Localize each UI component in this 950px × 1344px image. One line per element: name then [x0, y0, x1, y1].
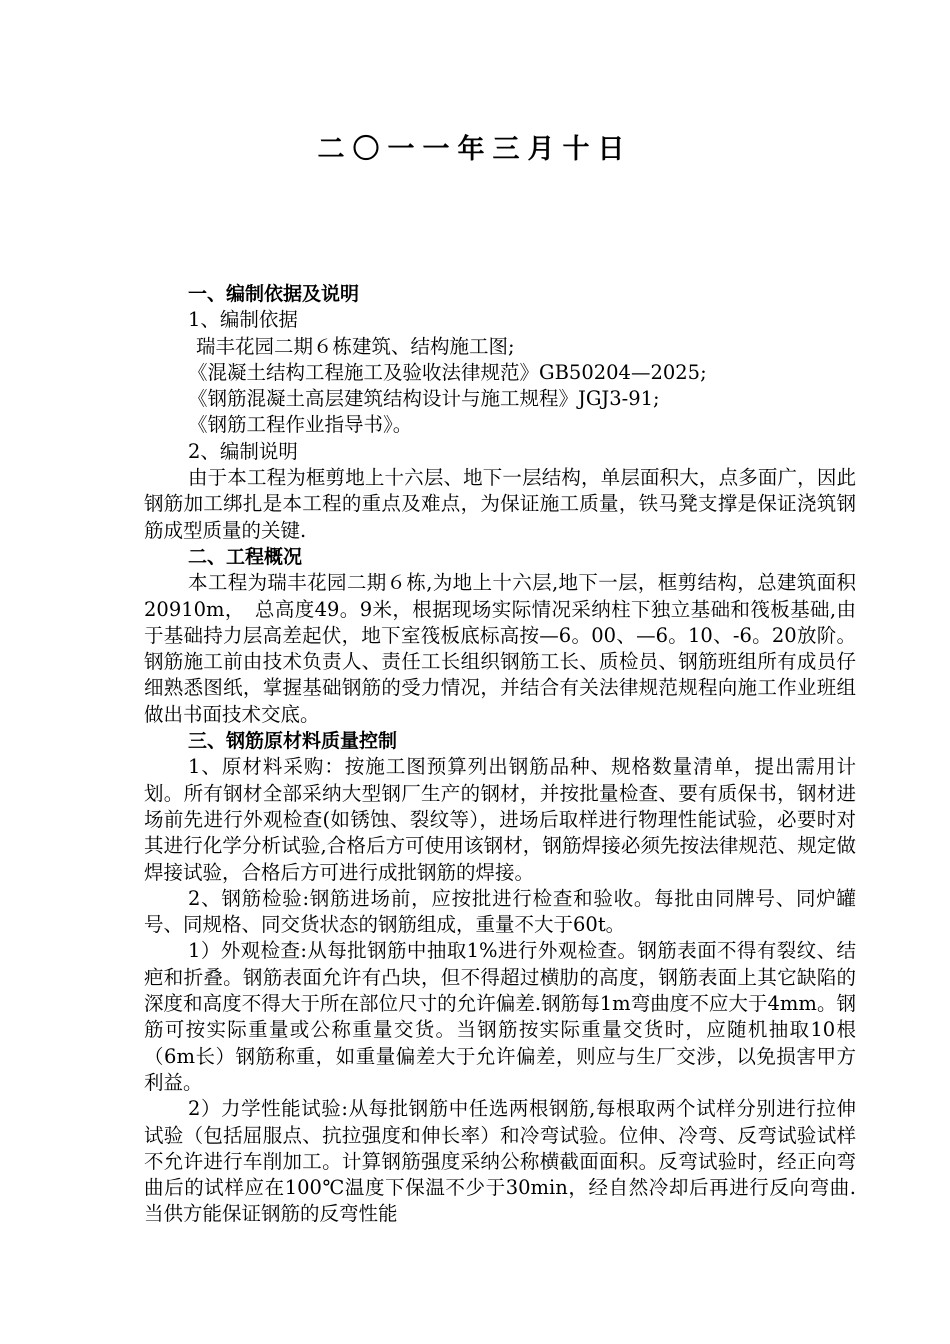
section-1-subheading-notes: 2、编制说明 — [188, 439, 298, 463]
document-body — [144, 281, 856, 1228]
section-3-paragraph-inspection: 2、钢筋检验:钢筋进场前，应按批进行检查和验收。每批由同牌号、同炉罐号、同规格、同交货状态的钢筋组成，重量不大于60t。 — [144, 886, 856, 937]
section-3-paragraph-mechanical-test: 2）力学性能试验:从每批钢筋中任选两根钢筋,每根取两个试样分别进行拉伸试验（包括屈服点、抗拉强度和伸长率）和冷弯试验。位伸、冷弯、反弯试验试样不允许进行车削加工。计算钢筋强度采纳公称横截面面积。反弯试验时，经正向弯曲后的试样应在100℃温度下保温不少于30min，经自然冷却后再进行反向弯曲.当供方能保证钢筋的反弯性能 — [144, 1097, 856, 1226]
section-3-paragraph-procurement: 1、原材料采购：按施工图预算列出钢筋品种、规格数量清单，提出需用计划。所有钢材全部采纳大型钢厂生产的钢材，并按批量检查、要有质保书，钢材进场前先进行外观检查(如锈蚀、裂纹等），进场后取样进行物理性能试验，必要时对其进行化学分析试验,合格后方可使用该钢材，钢筋焊接必须先按法律规范、规定做焊接试验，合格后方可进行成批钢筋的焊接。 — [144, 755, 856, 884]
reference-item: 瑞丰花园二期６栋建筑、结构施工图; — [196, 334, 515, 358]
section-1-heading: 一、编制依据及说明 — [188, 283, 360, 305]
section-1-subheading-basis: 1、编制依据 — [188, 308, 298, 332]
reference-item: 《钢筋工程作业指导书》。 — [188, 413, 413, 437]
reference-item: 《混凝土结构工程施工及验收法律规范》GB50204—2025; — [188, 360, 707, 384]
section-2-heading: 二、工程概况 — [188, 545, 303, 568]
section-3-heading: 三、钢筋原材料质量控制 — [188, 730, 398, 753]
section-3-paragraph-visual-check: 1）外观检查:从每批钢筋中抽取1%进行外观检查。钢筋表面不得有裂纹、结疤和折叠。钢筋表面允许有凸块，但不得超过横肋的高度，钢筋表面上其它缺陷的深度和高度不得大于所在部位尺寸的允许偏差.钢筋每1m弯曲度不应大于4mm。钢筋可按实际重量或公称重量交货。当钢筋按实际重量交货时，应随机抽取10根（6m长）钢筋称重，如重量偏差大于允许偏差，则应与生厂交涉，以免损害甲方利益。 — [144, 939, 856, 1094]
date-title: 二〇一一年三月十日 — [317, 134, 633, 165]
section-1-paragraph: 由于本工程为框剪地上十六层、地下一层结构，单层面积大，点多面广，因此钢筋加工绑扎是本工程的重点及难点，为保证施工质量，铁马凳支撑是保证浇筑钢筋成型质量的关键. — [144, 466, 856, 542]
section-2-paragraph: 本工程为瑞丰花园二期６栋,为地上十六层,地下一层，框剪结构，总建筑面积20910m， 总高度49。9米，根据现场实际情况采纳柱下独立基础和筏板基础,由于基础持力层高差起伏，地下室筏板底标高按—6。00、—6。10、-6。20放阶。钢筋施工前由技术负责人、责任工长组织钢筋工长、质检员、钢筋班组所有成员仔细熟悉图纸，掌握基础钢筋的受力情况，并结合有关法律规范规程向施工作业班组做出书面技术交底。 — [144, 571, 856, 726]
reference-item: 《钢筋混凝土高层建筑结构设计与施工规程》JGJ3-91; — [188, 387, 660, 411]
